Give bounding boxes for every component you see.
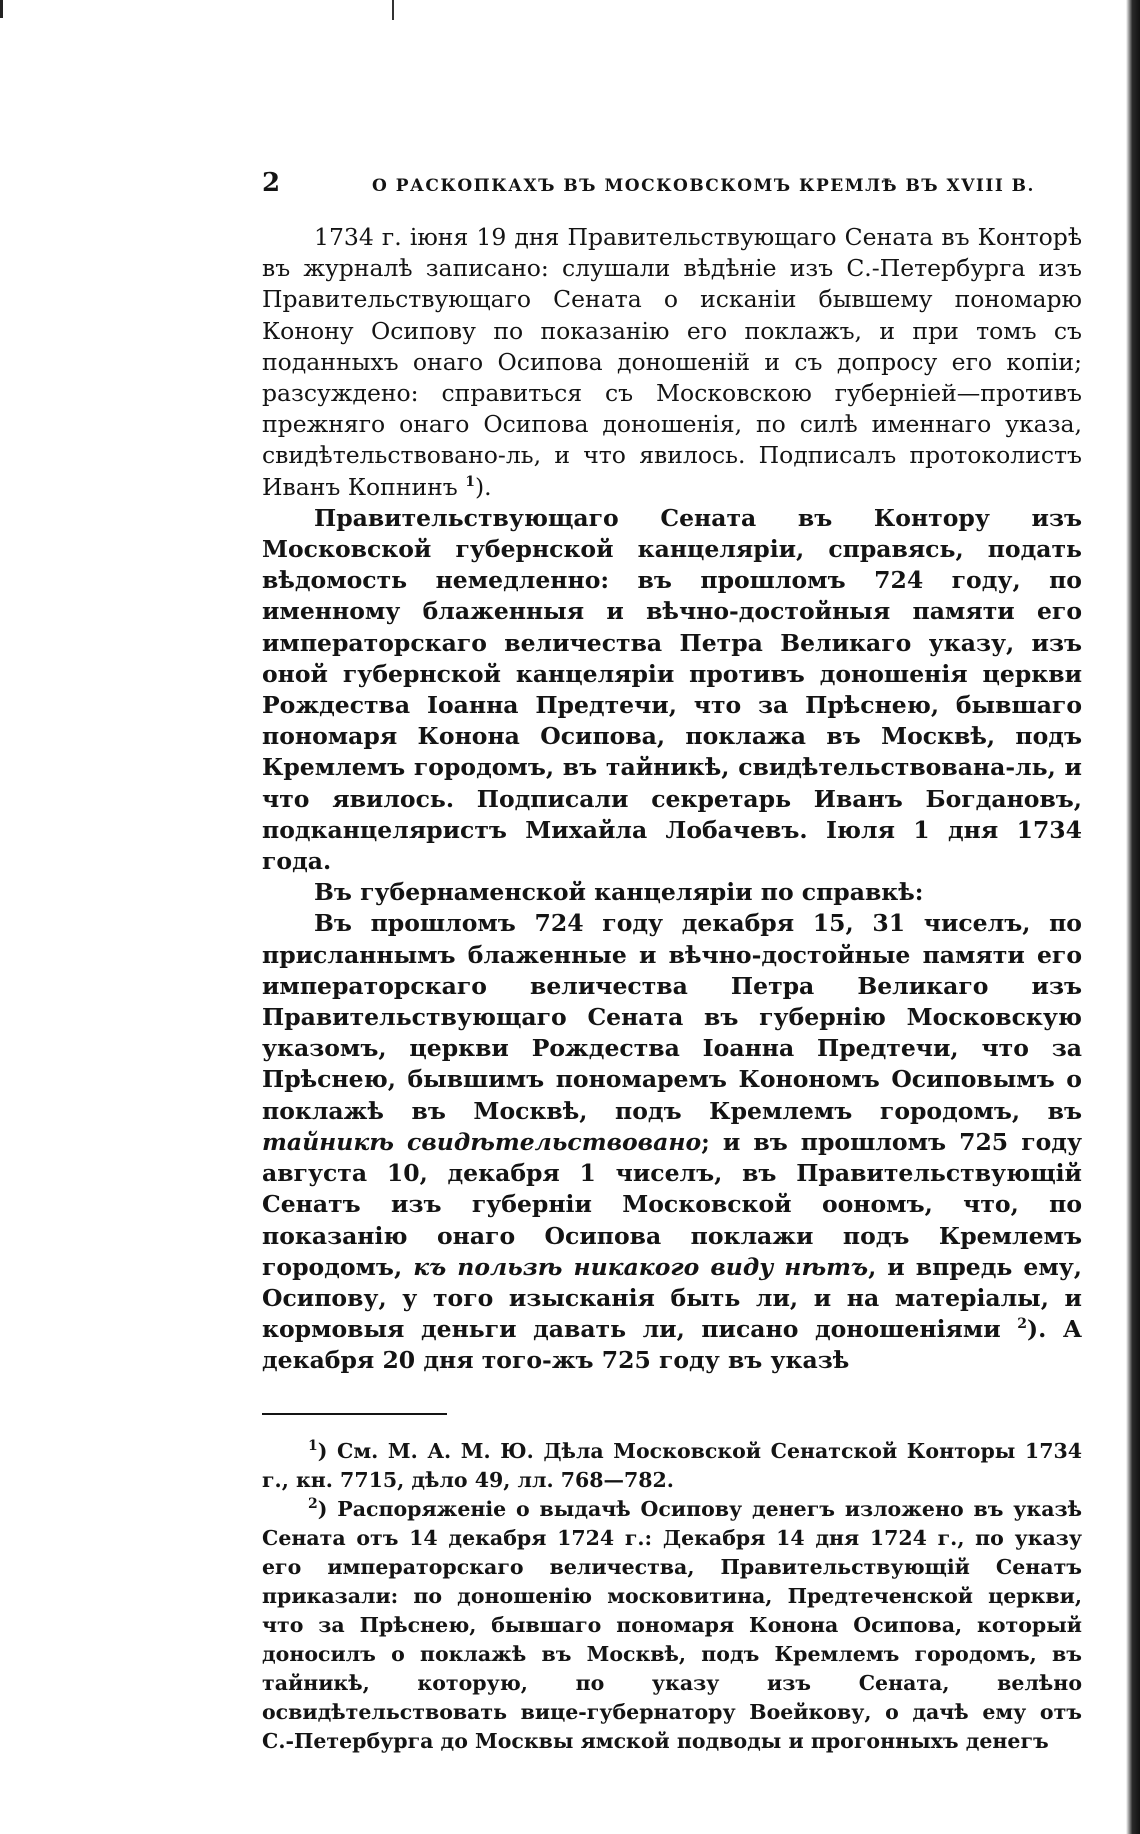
paragraph-text: , и впредь ему, Осипову, у того изысканiя быть ли, и на матерiалы, и кормовыя деньги давать ли, писано доношенiями [262, 1252, 1082, 1344]
page-number: 2 [262, 168, 281, 198]
footnote [262, 1437, 1082, 1495]
paragraph: Правительствующаго Сената въ Контору изъ Московской губернской канцелярiи, справясь, подать вѣдомость немедленно: въ прошломъ 724 году, по именному блаженныя и вѣчно-достойныя памяти его императорскаго величества Петра Великаго указу, изъ оной губернской канцелярiи противъ доношенiя церкви Рождества Iоанна Предтечи, что за Прѣснею, бывшаго пономаря Конона Осипова, поклажа въ Москвѣ, подъ Кремлемъ городомъ, въ тайникѣ, свидѣтельствована-ль, и что явилось. Подписали секретарь Иванъ Богдановъ, подканцеляристъ Михайла Лобачевъ. Iюля 1 дня 1734 года. [262, 503, 1082, 876]
running-title: О РАСКОПКАХЪ ВЪ МОСКОВСКОМЪ КРЕМЛѢ ВЪ XVIII В. [372, 176, 1035, 196]
paragraph [262, 222, 1082, 503]
paragraph [262, 908, 1082, 1376]
paragraph-text: Въ прошломъ 724 году декабря 15, 31 чиселъ, по присланнымъ блаженные и вѣчно-достойные памяти его императорскаго величества Петра Великаго изъ Правительствующаго Сената въ губернiю Московскую указомъ, церкви Рождества Iоанна Предтечи, что за Прѣснею, бывшимъ пономаремъ Конономъ Осиповымъ о поклажѣ въ Москвѣ, подъ Кремлемъ городомъ, въ [262, 909, 1082, 1125]
book-page [262, 168, 1082, 1756]
footnote-ref: 2 [1017, 1316, 1028, 1333]
main-text [262, 222, 1082, 1377]
page-header [262, 168, 1082, 202]
italic-phrase: тайникѣ свидѣтельствовано [262, 1127, 702, 1156]
footnotes [262, 1437, 1082, 1756]
scan-page-edge [1126, 0, 1140, 1834]
footnote-text: ) См. М. А. М. Ю. Дѣла Московской Сенатской Конторы 1734 г., кн. 7715, дѣло 49, лл. 768—782. [262, 1438, 1082, 1492]
footnote-text: ) Распоряженiе о выдачѣ Осипову денегъ изложено въ указѣ Сената отъ 14 декабря 1724 г.: Декабря 14 дня 1724 г., по указу его императорскаго величества, Правительствующiй Сенатъ приказали: по доношенiю московитина, Предтеченской церкви, что за Прѣснею, бывшаго пономаря Конона Осипова, который доносилъ о поклажѣ въ Москвѣ, подъ Кремлемъ городомъ, въ тайникѣ, которую, по указу изъ Сената, велѣно освидѣтельствовать вице-губернатору Воейкову, о дачѣ ему отъ С.-Петербурга до Москвы ямской подводы и прогонныхъ денегъ [262, 1496, 1082, 1753]
paragraph-text: ). А декабря 20 дня того-жъ 725 году въ указѣ [262, 1315, 1083, 1375]
footnote-ref: 1 [465, 473, 475, 490]
paragraph: Въ губернаменской канцелярiи по справкѣ: [314, 878, 924, 907]
scan-artifact-mark [0, 0, 3, 18]
footnote [262, 1495, 1082, 1756]
footnote-mark: 2 [308, 1495, 318, 1512]
paragraph-text: ). [475, 472, 492, 501]
paragraph-text: 1734 г. iюня 19 дня Правительствующаго Сената въ Конторѣ въ журналѣ записано: слушали вѣдѣнiе изъ С.-Петербурга изъ Правительствующаго Сената о исканiи бывшему пономарю Конону Осипову по показанiю его поклажъ, и при томъ съ поданныхъ онаго Осипова доношенiй и съ допросу его копiи; разсуждено: справиться съ Московскою губернiей—противъ прежняго онаго Осипова доношенiя, по силѣ именнаго указа, свидѣтельствовано-ль, и что явилось. Подписалъ протоколистъ Иванъ Копнинъ [262, 223, 1082, 501]
italic-phrase: къ пользѣ никакого виду нѣтъ [413, 1252, 869, 1281]
scan-artifact-mark [392, 0, 394, 20]
footnote-mark: 1 [308, 1437, 318, 1454]
footnote-divider [262, 1413, 447, 1415]
paragraph-text: ; и въ прошломъ 725 году августа 10, декабря 1 чиселъ, въ Правительствующiй Сенатъ изъ губернiи Московской оономъ, что, по показанiю онаго Осипова поклажи подъ Кремлемъ городомъ, [262, 1127, 1082, 1281]
